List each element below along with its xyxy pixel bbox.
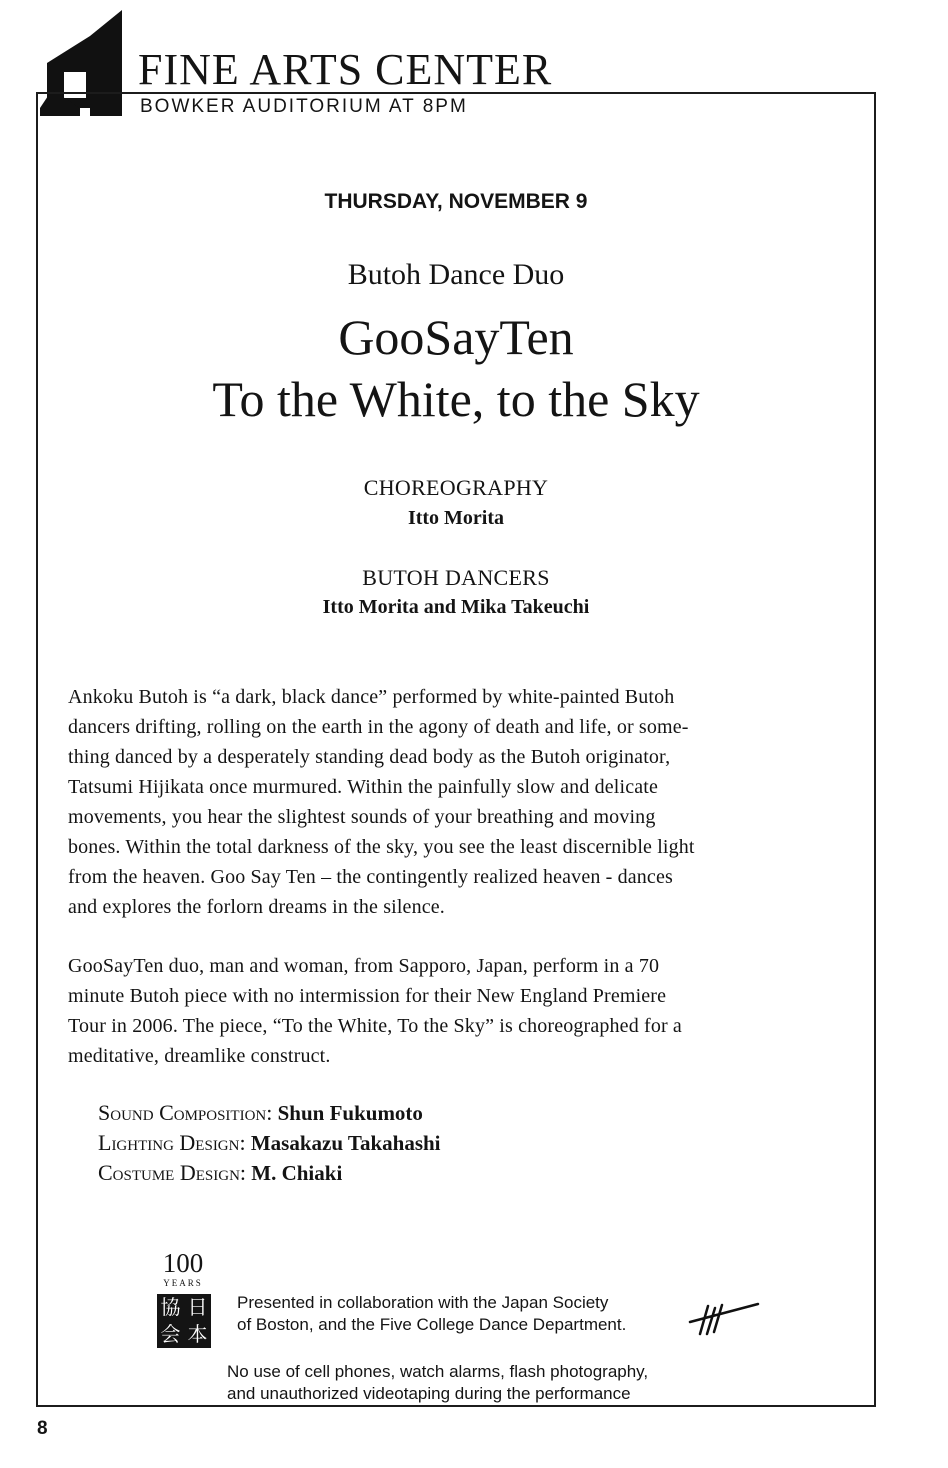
credit-label: Sound Composition: — [98, 1100, 273, 1125]
page-number: 8 — [37, 1418, 48, 1439]
seal-character: 本 — [187, 1322, 208, 1346]
paragraph-line: thing danced by a desperately standing dead body as the Butoh originator, — [68, 746, 671, 768]
seal-character: 会 — [160, 1322, 181, 1346]
paragraph-line: dancers drifting, rolling on the earth in the agony of death and life, or some- — [68, 716, 689, 738]
paragraph-line: movements, you hear the slightest sounds of your breathing and moving — [68, 806, 656, 828]
paragraph-line: minute Butoh piece with no intermission for their New England Premiere — [68, 985, 667, 1007]
paragraph-line: from the heaven. Goo Say Ten – the contingently realized heaven - dances — [68, 866, 673, 888]
seal-character: 日 — [187, 1295, 208, 1319]
credit-value: Masakazu Takahashi — [250, 1131, 441, 1155]
device-notice — [227, 1361, 648, 1405]
paragraph-line: Tour in 2006. The piece, “To the White, To the Sky” is choreographed for a — [68, 1015, 682, 1037]
japan-society-100-years-logo — [154, 1250, 214, 1350]
credit-row-costume — [98, 1158, 441, 1188]
signature-icon — [686, 1296, 764, 1340]
design-credits — [98, 1098, 441, 1188]
note-line: of Boston, and the Five College Dance Department. — [237, 1315, 627, 1334]
credit-row-sound — [98, 1098, 441, 1128]
paragraph-line: and explores the forlorn dreams in the silence. — [68, 896, 445, 918]
work-title: To the White, to the Sky — [212, 371, 700, 427]
credit-label: Lighting Design: — [98, 1130, 246, 1155]
description-paragraph-1 — [68, 682, 853, 922]
collaboration-note — [237, 1292, 626, 1336]
choreography-heading: CHOREOGRAPHY — [363, 475, 549, 500]
paragraph-line: GooSayTen duo, man and woman, from Sapporo, Japan, perform in a 70 — [68, 955, 660, 977]
note-line: No use of cell phones, watch alarms, flash photography, — [227, 1362, 649, 1381]
credit-row-lighting — [98, 1128, 441, 1158]
choreographer-name: Itto Morita — [407, 507, 505, 529]
dancers-names: Itto Morita and Mika Takeuchi — [322, 596, 590, 618]
org-name: FINE ARTS CENTER — [138, 45, 553, 94]
japan-society-seal — [157, 1294, 211, 1348]
paragraph-line: Ankoku Butoh is “a dark, black dance” performed by white-painted Butoh — [68, 686, 675, 708]
event-date: THURSDAY, NOVEMBER 9 — [324, 190, 588, 213]
description-paragraph-2 — [68, 951, 853, 1071]
note-line: Presented in collaboration with the Japan Society — [237, 1293, 609, 1312]
note-line: and unauthorized videotaping during the performance — [227, 1384, 631, 1403]
handwritten-signature-mark — [686, 1296, 764, 1340]
seal-character: 協 — [160, 1295, 181, 1319]
paragraph-line: meditative, dreamlike construct. — [68, 1045, 331, 1067]
dancers-heading: BUTOH DANCERS — [362, 565, 550, 590]
anniversary-number: 100 — [162, 1248, 204, 1278]
credit-label: Costume Design: — [98, 1160, 247, 1185]
paragraph-line: bones. Within the total darkness of the sky, you see the least discernible light — [68, 836, 695, 858]
credit-value: M. Chiaki — [251, 1161, 343, 1185]
anniversary-word: YEARS — [163, 1278, 203, 1288]
event-genre: Butoh Dance Duo — [347, 258, 565, 291]
credit-value: Shun Fukumoto — [277, 1101, 423, 1125]
paragraph-line: Tatsumi Hijikata once murmured. Within the painfully slow and delicate — [68, 776, 659, 798]
company-name: GooSayTen — [338, 309, 574, 365]
venue-time: BOWKER AUDITORIUM AT 8PM — [140, 96, 468, 117]
